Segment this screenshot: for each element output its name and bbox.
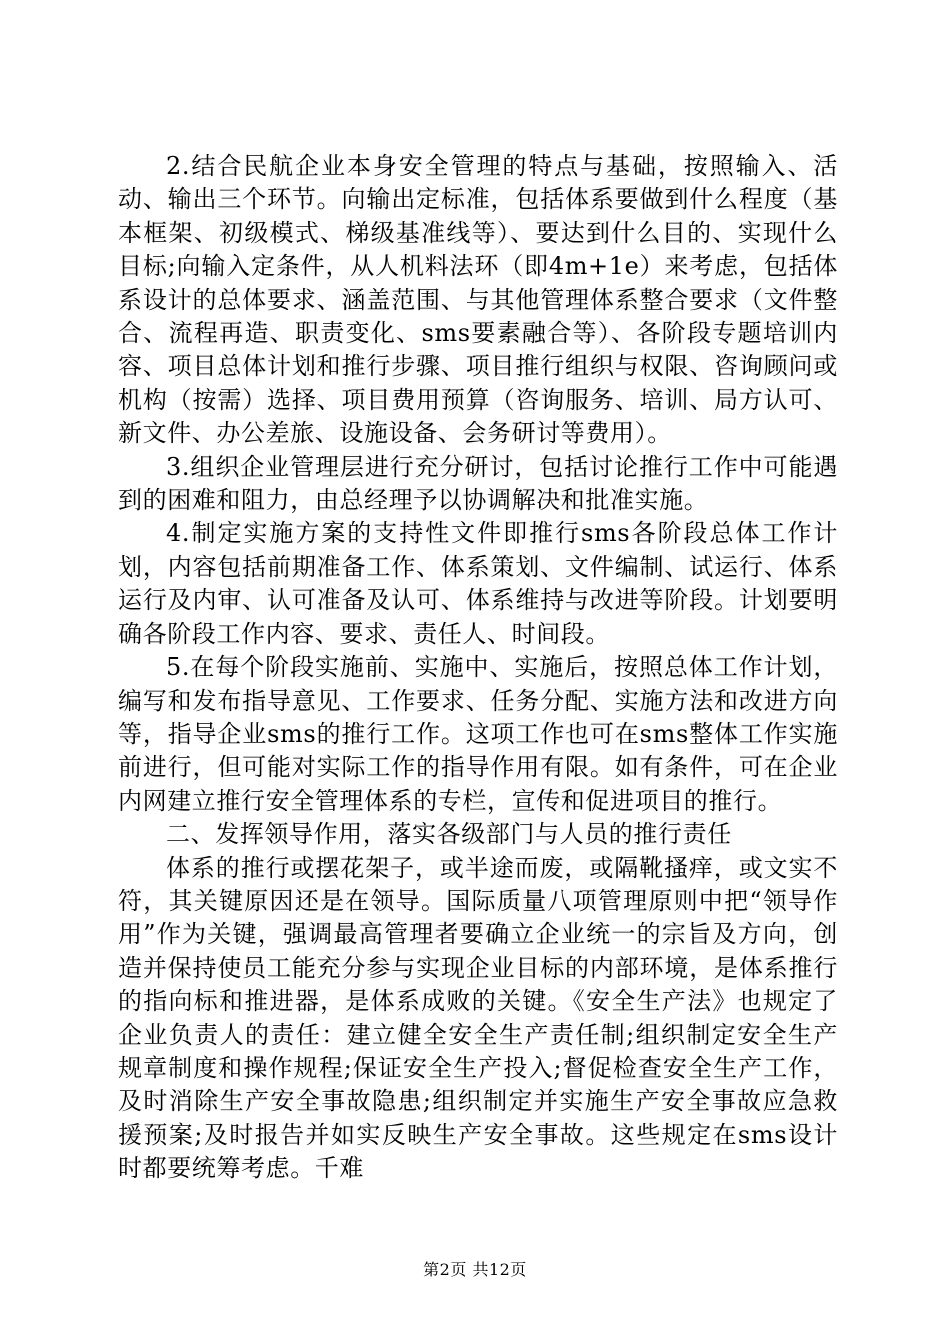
paragraph-item-3: 3.组织企业管理层进行充分研讨，包括讨论推行工作中可能遇到的困难和阻力，由总经理予以协调解决和批准实施。 [118, 452, 838, 515]
paragraph-leadership: 体系的推行或摆花架子，或半途而废，或隔靴搔痒，或文实不符，其关键原因还是在领导。国际质量八项管理原则中把“领导作用”作为关键，强调最高管理者要确立企业统一的宗旨及方向，创造并保持使员工能充分参与实现企业目标的内部环境，是体系推行的指向标和推进器，是体系成败的关键。《安全生产法》也规定了企业负责人的责任：建立健全安全生产责任制;组织制定安全生产规章制度和操作规程;保证安全生产投入;督促检查安全生产工作，及时消除生产安全事故隐患;组织制定并实施生产安全事故应急救援预案;及时报告并如实反映生产安全事故。这些规定在sms设计时都要统筹考虑。千难 [118, 853, 838, 1183]
page-number-footer: 第2页 共12页 [423, 1260, 527, 1279]
document-body [118, 150, 838, 1186]
paragraph-item-4: 4.制定实施方案的支持性文件即推行sms各阶段总体工作计划，内容包括前期准备工作、体系策划、文件编制、试运行、体系运行及内审、认可准备及认可、体系维持与改进等阶段。计划要明确各阶段工作内容、要求、责任人、时间段。 [118, 519, 838, 648]
paragraph-item-5: 5.在每个阶段实施前、实施中、实施后，按照总体工作计划，编写和发布指导意见、工作要求、任务分配、实施方法和改进方向等，指导企业sms的推行工作。这项工作也可在sms整体工作实施前进行，但可能对实际工作的指导作用有限。如有条件，可在企业内网建立推行安全管理体系的专栏，宣传和促进项目的推行。 [118, 653, 838, 815]
paragraph-item-2: 2.结合民航企业本身安全管理的特点与基础，按照输入、活动、输出三个环节。向输出定标准，包括体系要做到什么程度（基本框架、初级模式、梯级基准线等）、要达到什么目的、实现什么目标;向输入定条件，从人机料法环（即4m+1e）来考虑，包括体系设计的总体要求、涵盖范围、与其他管理体系整合要求（文件整合、流程再造、职责变化、sms要素融合等）、各阶段专题培训内容、项目总体计划和推行步骤、项目推行组织与权限、咨询顾问或机构（按需）选择、项目费用预算（咨询服务、培训、局方认可、新文件、办公差旅、设施设备、会务研讨等费用）。 [118, 152, 838, 448]
section-heading: 二、发挥领导作用，落实各级部门与人员的推行责任 [166, 820, 732, 849]
